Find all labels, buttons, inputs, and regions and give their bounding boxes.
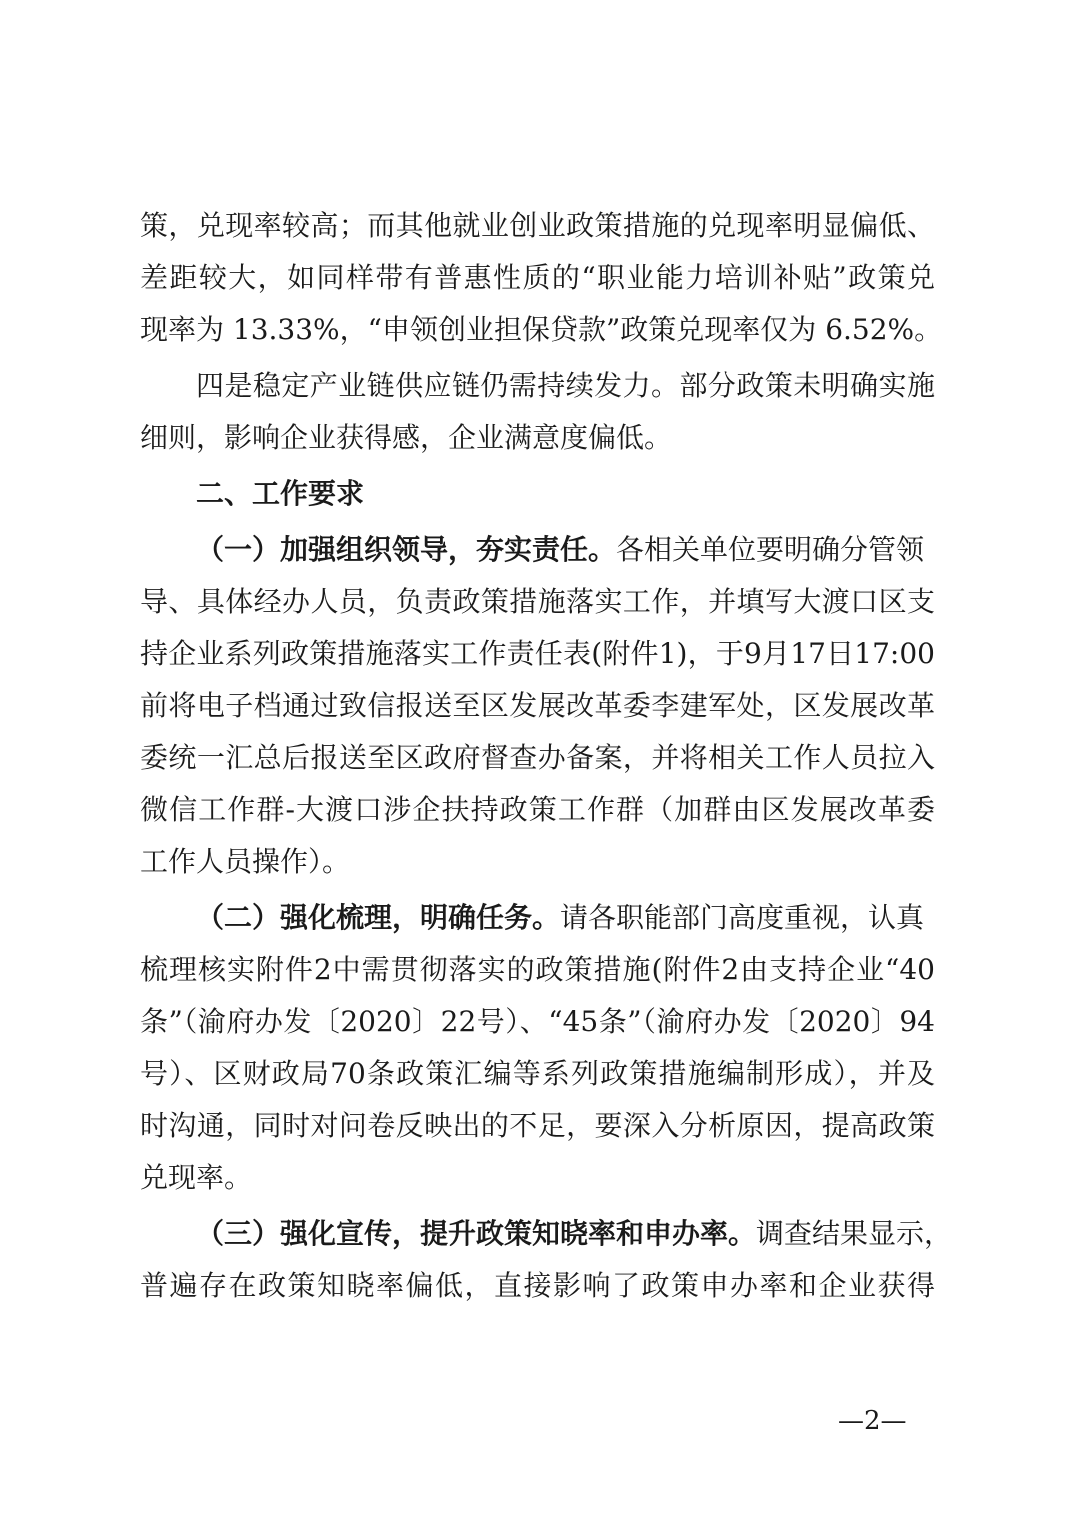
body-text-line: 时沟通，同时对问卷反映出的不足，要深入分析原因，提高政策 <box>140 1109 935 1142</box>
body-text-line: 工作人员操作）。 <box>140 845 351 878</box>
subsection-heading: （一）加强组织领导，夯实责任。 <box>196 533 617 566</box>
body-text-line: 条”（渝府办发〔2020〕22号）、“45条”（渝府办发〔2020〕94 <box>140 1005 935 1038</box>
body-text-line: 现率为 13.33%，“申领创业担保贷款”政策兑现率仅为 6.52%。 <box>140 313 943 346</box>
paragraph-first-line <box>196 530 935 570</box>
body-text-line: 策，兑现率较高；而其他就业创业政策措施的兑现率明显偏低、 <box>140 209 935 242</box>
paragraph-first-line <box>196 898 935 938</box>
page-number: —2— <box>838 1406 907 1436</box>
body-text-line: 前将电子档通过致信报送至区发展改革委李建军处，区发展改革 <box>140 689 935 722</box>
body-text-span: 调查结果显示， <box>756 1217 953 1250</box>
body-text-line: 持企业系列政策措施落实工作责任表(附件1)，于9月17日17:00 <box>140 637 935 670</box>
body-text-line: 导、具体经办人员，负责政策措施落实工作，并填写大渡口区支 <box>140 585 935 618</box>
body-text-line: 细则，影响企业获得感，企业满意度偏低。 <box>140 421 673 454</box>
paragraph-first-line <box>196 1214 953 1254</box>
body-text-line: 四是稳定产业链供应链仍需持续发力。部分政策未明确实施 <box>196 369 935 402</box>
body-text-line: 梳理核实附件2中需贯彻落实的政策措施(附件2由支持企业“40 <box>140 953 935 986</box>
section-heading: 二、工作要求 <box>196 477 365 510</box>
body-text-line: 号）、区财政局70条政策汇编等系列政策措施编制形成），并及 <box>140 1057 935 1090</box>
body-text-line: 普遍存在政策知晓率偏低，直接影响了政策申办率和企业获得 <box>140 1269 935 1302</box>
body-text-line: 差距较大，如同样带有普惠性质的“职业能力培训补贴”政策兑 <box>140 261 935 294</box>
body-text-span: 各相关单位要明确分管领 <box>616 533 925 566</box>
body-text-line: 兑现率。 <box>140 1161 253 1194</box>
subsection-heading: （三）强化宣传，提升政策知晓率和申办率。 <box>196 1217 757 1250</box>
body-text-line: 委统一汇总后报送至区政府督查办备案，并将相关工作人员拉入 <box>140 741 935 774</box>
subsection-heading: （二）强化梳理，明确任务。 <box>196 901 561 934</box>
body-text-line: 微信工作群-大渡口涉企扶持政策工作群（加群由区发展改革委 <box>140 793 935 826</box>
body-text-span: 请各职能部门高度重视，认真 <box>560 901 925 934</box>
